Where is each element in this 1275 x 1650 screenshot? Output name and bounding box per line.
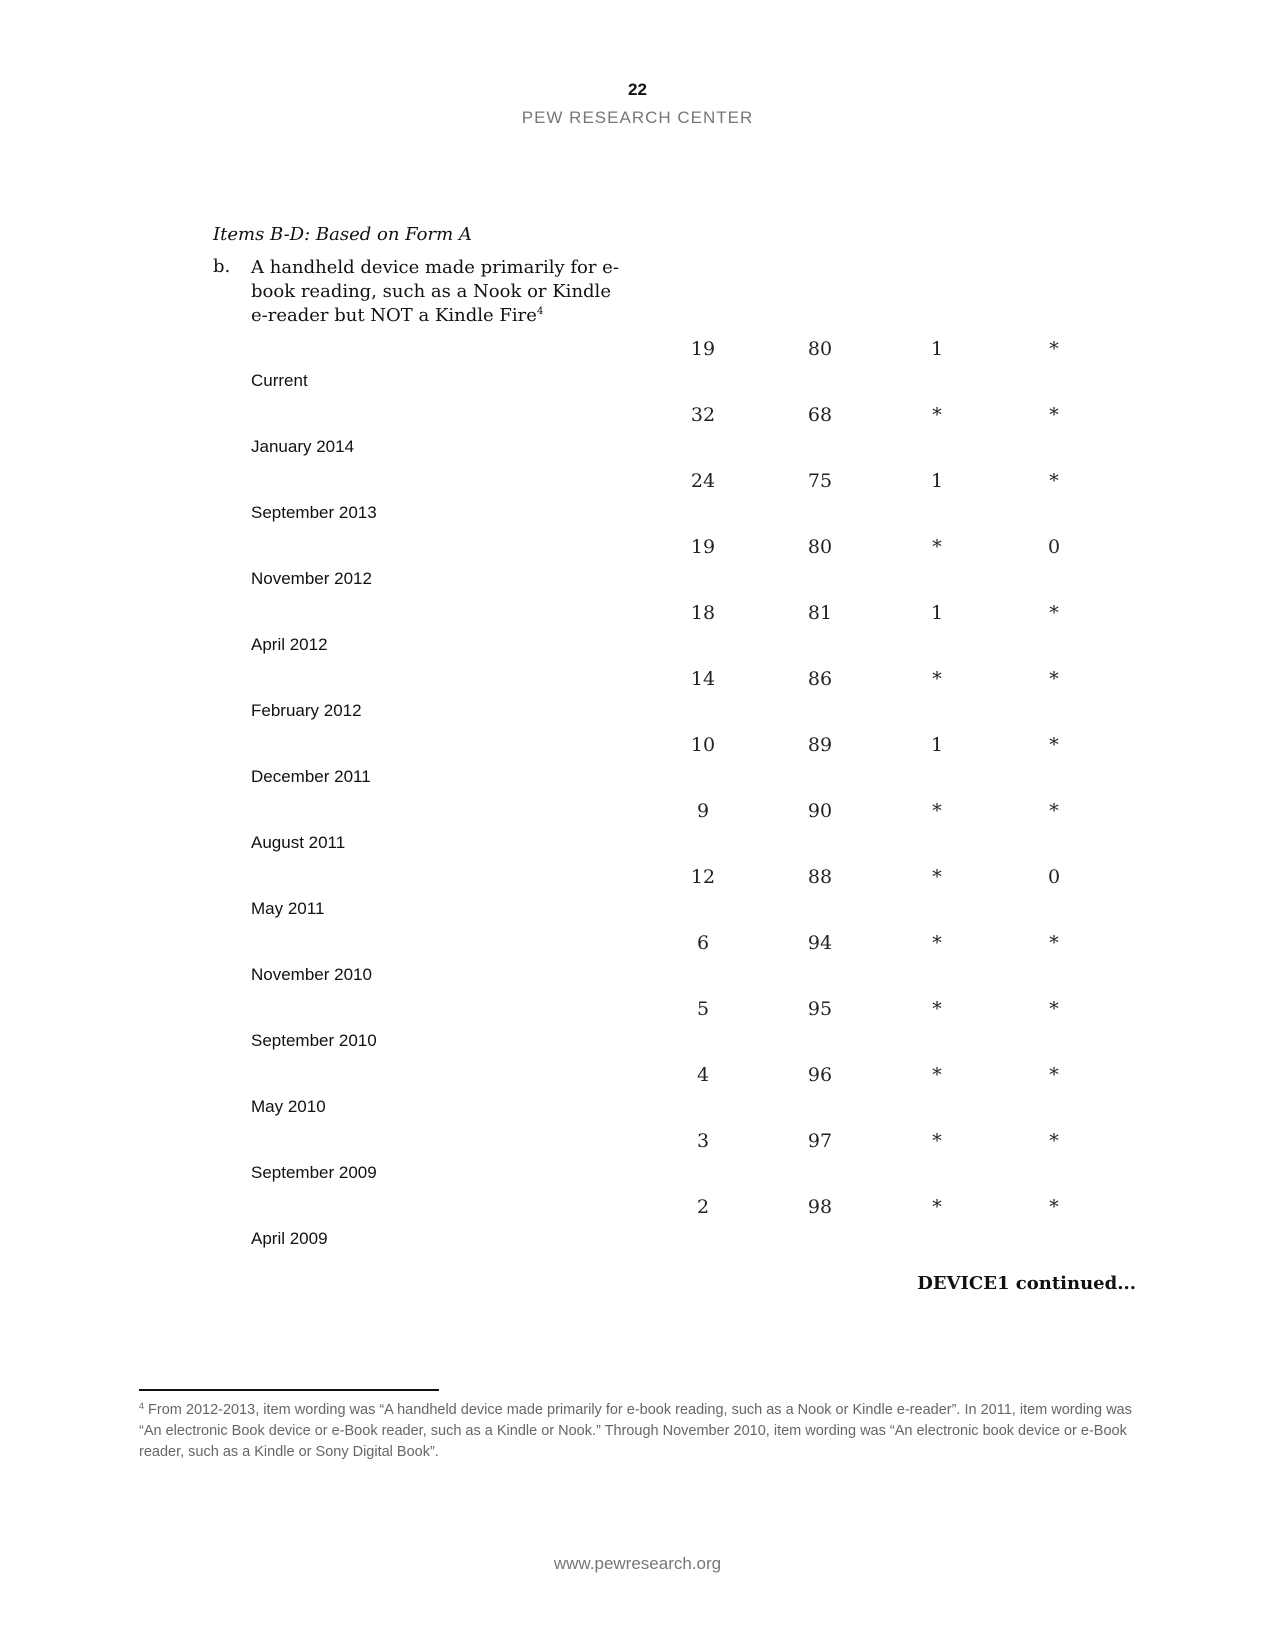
cell-col3: 1 bbox=[930, 338, 944, 360]
cell-col4: * bbox=[1049, 932, 1059, 954]
table-row bbox=[0, 470, 1275, 536]
cell-col1: 3 bbox=[696, 1130, 710, 1152]
cell-col2: 75 bbox=[807, 470, 833, 492]
table-row bbox=[0, 800, 1275, 866]
footnote bbox=[139, 1400, 1139, 1463]
cell-col1: 9 bbox=[696, 800, 710, 822]
table-row bbox=[0, 734, 1275, 800]
row-label: May 2010 bbox=[251, 1097, 326, 1116]
cell-col1: 19 bbox=[690, 338, 716, 360]
item-letter: b. bbox=[213, 256, 231, 277]
continued-note: DEVICE1 continued... bbox=[917, 1273, 1136, 1294]
table-row bbox=[0, 998, 1275, 1064]
cell-col2: 80 bbox=[807, 338, 833, 360]
cell-col3: * bbox=[932, 536, 942, 558]
row-label: November 2012 bbox=[251, 569, 372, 588]
cell-col3: * bbox=[932, 866, 942, 888]
cell-col3: * bbox=[932, 404, 942, 426]
cell-col1: 4 bbox=[696, 1064, 710, 1086]
row-label: September 2013 bbox=[251, 503, 377, 522]
row-label: September 2009 bbox=[251, 1163, 377, 1182]
cell-col1: 6 bbox=[696, 932, 710, 954]
cell-col4: * bbox=[1049, 800, 1059, 822]
row-label: February 2012 bbox=[251, 701, 362, 720]
item-question-text: A handheld device made primarily for e-book reading, such as a Nook or Kindle e-reader but NOT a Kindle Fire bbox=[251, 257, 619, 326]
cell-col1: 10 bbox=[690, 734, 716, 756]
cell-col2: 96 bbox=[807, 1064, 833, 1086]
page-number: 22 bbox=[628, 80, 647, 99]
row-label: Current bbox=[251, 371, 308, 390]
cell-col2: 80 bbox=[807, 536, 833, 558]
row-label: November 2010 bbox=[251, 965, 372, 984]
cell-col2: 88 bbox=[807, 866, 833, 888]
cell-col2: 97 bbox=[807, 1130, 833, 1152]
cell-col4: * bbox=[1049, 602, 1059, 624]
table-row bbox=[0, 932, 1275, 998]
cell-col4: * bbox=[1049, 1196, 1059, 1218]
footnote-ref[interactable]: 4 bbox=[536, 306, 544, 317]
cell-col4: * bbox=[1049, 470, 1059, 492]
cell-col2: 89 bbox=[807, 734, 833, 756]
cell-col1: 12 bbox=[690, 866, 716, 888]
cell-col3: 1 bbox=[930, 734, 944, 756]
cell-col4: 0 bbox=[1047, 866, 1061, 888]
cell-col1: 24 bbox=[690, 470, 716, 492]
cell-col3: * bbox=[932, 668, 942, 690]
org-header: PEW RESEARCH CENTER bbox=[521, 108, 754, 127]
cell-col4: * bbox=[1049, 404, 1059, 426]
footer-url[interactable]: www.pewresearch.org bbox=[553, 1554, 722, 1573]
cell-col1: 2 bbox=[696, 1196, 710, 1218]
row-label: September 2010 bbox=[251, 1031, 377, 1050]
table-row bbox=[0, 1064, 1275, 1130]
cell-col4: * bbox=[1049, 734, 1059, 756]
cell-col2: 95 bbox=[807, 998, 833, 1020]
cell-col2: 98 bbox=[807, 1196, 833, 1218]
section-note: Items B-D: Based on Form A bbox=[213, 224, 472, 245]
cell-col4: * bbox=[1049, 338, 1059, 360]
footnote-text: From 2012-2013, item wording was “A handheld device made primarily for e-book reading, such as a Nook or Kindle e-reader”. In 2011, item wording was “An electronic Book device or e-Book reader, such as a Kindle or Nook.” Through November 2010, item wording was “An electronic book device or e-Book reader, such as a Kindle or Sony Digital Book”. bbox=[139, 1402, 1132, 1460]
table-row bbox=[0, 404, 1275, 470]
table-row bbox=[0, 338, 1275, 404]
item-question bbox=[251, 256, 631, 328]
cell-col4: 0 bbox=[1047, 536, 1061, 558]
table-row bbox=[0, 602, 1275, 668]
cell-col1: 32 bbox=[690, 404, 716, 426]
table-row bbox=[0, 1196, 1275, 1262]
table-row bbox=[0, 536, 1275, 602]
cell-col2: 68 bbox=[807, 404, 833, 426]
cell-col2: 81 bbox=[807, 602, 833, 624]
cell-col4: * bbox=[1049, 1064, 1059, 1086]
cell-col3: * bbox=[932, 1064, 942, 1086]
cell-col3: * bbox=[932, 1196, 942, 1218]
cell-col3: * bbox=[932, 998, 942, 1020]
cell-col1: 18 bbox=[690, 602, 716, 624]
footnote-marker: 4 bbox=[139, 1401, 145, 1411]
row-label: January 2014 bbox=[251, 437, 355, 456]
cell-col1: 19 bbox=[690, 536, 716, 558]
cell-col2: 90 bbox=[807, 800, 833, 822]
cell-col3: * bbox=[932, 1130, 942, 1152]
cell-col3: * bbox=[932, 800, 942, 822]
cell-col1: 5 bbox=[696, 998, 710, 1020]
table-row bbox=[0, 668, 1275, 734]
table-row bbox=[0, 1130, 1275, 1196]
cell-col3: 1 bbox=[930, 470, 944, 492]
row-label: April 2012 bbox=[251, 635, 328, 654]
row-label: August 2011 bbox=[251, 833, 346, 852]
table-row bbox=[0, 866, 1275, 932]
row-label: December 2011 bbox=[251, 767, 371, 786]
row-label: April 2009 bbox=[251, 1229, 328, 1248]
row-label: May 2011 bbox=[251, 899, 325, 918]
cell-col4: * bbox=[1049, 998, 1059, 1020]
cell-col3: * bbox=[932, 932, 942, 954]
cell-col2: 86 bbox=[807, 668, 833, 690]
cell-col3: 1 bbox=[930, 602, 944, 624]
cell-col4: * bbox=[1049, 668, 1059, 690]
cell-col4: * bbox=[1049, 1130, 1059, 1152]
cell-col1: 14 bbox=[690, 668, 716, 690]
footnote-divider bbox=[139, 1389, 439, 1391]
cell-col2: 94 bbox=[807, 932, 833, 954]
